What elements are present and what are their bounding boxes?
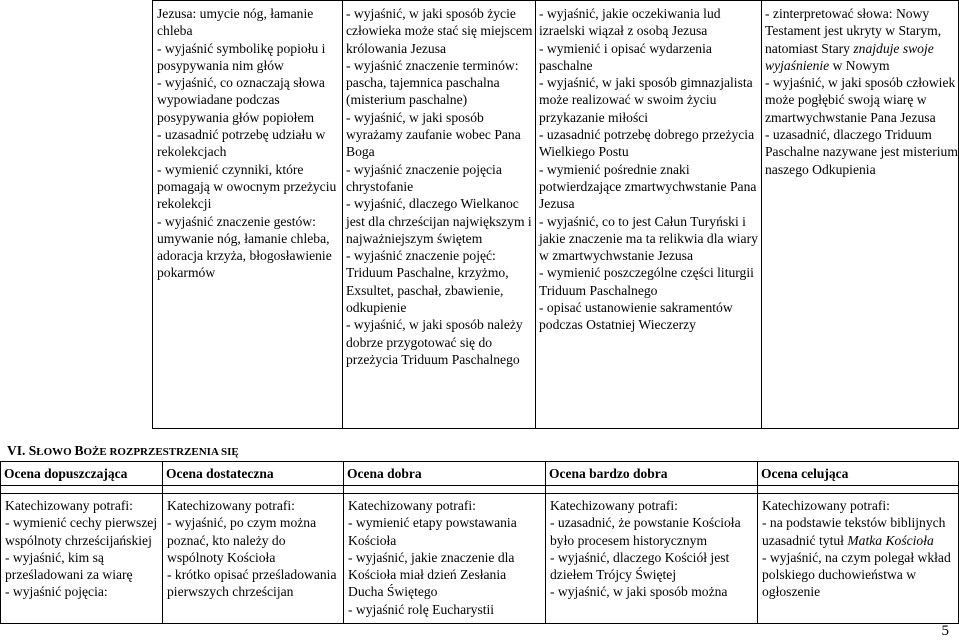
bottom-cell-4-text: Katechizowany potrafi: - uzasadnić, że powstanie Kościoła było procesem historycznym - wyjaśnić, dlaczego Kościół jest dziełem Trójcy Świętej - wyjaśnić, w jaki sposób można (550, 498, 741, 600)
bottom-cell-2 (163, 494, 344, 624)
section-b-rest: OŻE ROZPRZESTRZENIA SIĘ (83, 446, 239, 458)
section-s: S (28, 443, 37, 458)
top-cell-4-text-a: - zinterpretować słowa: Nowy Testament jest ukryty w Starym, natomiast Stary (765, 6, 942, 56)
top-cell-4-text-b: w Nowym - wyjaśnić, w jaki sposób człowiek może pogłębić swoją wiarę w zmartwychwstanie Pana Jezusa - uzasadnić, dlaczego Triduum Paschalne nazywane jest misterium naszego Odkupienia (765, 57, 958, 177)
bottom-cell-1-text: Katechizowany potrafi: - wymienić cechy pierwszej wspólnoty chrześcijańskiej - wyjaśnić, kim są prześladowani za wiarę - wyjaśnić pojęcia: (5, 498, 158, 600)
top-cell-4-text (762, 1, 958, 178)
section-b: B (74, 443, 84, 458)
bottom-cell-5-text-b: - wyjaśnić, na czym polegał wkład polskiego duchowieństwa w ogłoszenie (762, 549, 951, 600)
section-heading (7, 443, 239, 459)
spacer-cell-2 (163, 486, 344, 494)
section-number: VI. (7, 443, 29, 458)
grade-header-2: Ocena dostateczna (163, 462, 344, 486)
top-cell-1 (153, 1, 343, 429)
grade-header-5: Ocena celująca (758, 462, 959, 486)
bottom-cell-1 (1, 494, 163, 624)
bottom-cell-5-italic: Matka Kościoła (847, 532, 934, 548)
spacer-cell-1 (1, 486, 163, 494)
bottom-cell-4 (546, 494, 758, 624)
section-s-rest: ŁOWO (36, 446, 75, 458)
top-grade-table (152, 0, 959, 429)
top-cell-3 (536, 1, 762, 429)
spacer-cell-4 (546, 486, 758, 494)
grade-header-4: Ocena bardzo dobra (546, 462, 758, 486)
grade-header-1: Ocena dopuszczająca (1, 462, 163, 486)
top-cell-2-text: - wyjaśnić, w jaki sposób życie człowieka może stać się miejscem królowania Jezusa - wyjaśnić znaczenie terminów: pascha, tajemnica paschalna (misterium paschalne) - wyjaśnić, w jaki sposób wyrażamy zaufanie wobec Pana Boga - wyjaśnić znaczenie pojęcia chrystofanie - wyjaśnić, dlaczego Wielkanoc jest dla chrześcijan największym i najważniejszym świętem - wyjaśnić znaczenie pojęć: Triduum Paschalne, krzyżmo, Exsultet, paschał, zbawienie, odkupienie - wyjaśnić, w jaki sposób należy dobrze przygotować się do przeżycia Triduum Paschalnego (346, 6, 533, 367)
spacer-cell-5 (758, 486, 959, 494)
top-cell-4-italic: znajduje swoje wyjaśnienie (765, 40, 934, 73)
bottom-cell-2-text: Katechizowany potrafi: - wyjaśnić, po czym można poznać, kto należy do wspólnoty Kościoła - krótko opisać prześladowania pierwszych chrześcijan (167, 498, 337, 600)
top-cell-3-text: - wyjaśnić, jakie oczekiwania lud izraelski wiązał z osobą Jezusa - wymienić i opisać wydarzenia paschalne - wyjaśnić, w jaki sposób gimnazjalista może realizować w swoim życiu przykazanie miłości - uzasadnić potrzebę dobrego przeżycia Wielkiego Postu - wymienić pośrednie znaki potwierdzające zmartwychwstanie Pana Jezusa - wyjaśnić, co to jest Całun Turyński i jakie znaczenie ma ta relikwia dla wiary w zmartwychwstanie Jezusa - wymienić poszczególne części liturgii Triduum Paschalnego - opisać ustanowienie sakramentów podczas Ostatniej Wieczerzy (539, 6, 758, 333)
bottom-cell-3 (344, 494, 546, 624)
bottom-cell-5 (758, 494, 959, 624)
bottom-cell-5-text (758, 494, 958, 601)
bottom-grade-table (0, 461, 959, 624)
top-cell-2 (343, 1, 536, 429)
grade-header-3: Ocena dobra (344, 462, 546, 486)
bottom-cell-5-text-a: Katechizowany potrafi: - na podstawie tekstów biblijnych uzasadnić tytuł (762, 498, 946, 548)
top-cell-4 (762, 1, 959, 429)
page-number: 5 (941, 623, 949, 639)
top-cell-1-text: Jezusa: umycie nóg, łamanie chleba - wyjaśnić symbolikę popiołu i posypywania nim głów - wyjaśnić, co oznaczają słowa wypowiadane podczas posypywania głów popiołem - uzasadnić potrzebę udziału w rekolekcjach - wymienić czynniki, które pomagają w owocnym przeżyciu rekolekcji - wyjaśnić znaczenie gestów: umywanie nóg, łamanie chleba, adoracja krzyża, błogosławienie pokarmów (157, 6, 337, 281)
bottom-cell-3-text: Katechizowany potrafi: - wymienić etapy powstawania Kościoła - wyjaśnić, jakie znaczenie dla Kościoła miał dzień Zesłania Ducha Świętego - wyjaśnić rolę Eucharystii (348, 498, 517, 617)
spacer-cell-3 (344, 486, 546, 494)
